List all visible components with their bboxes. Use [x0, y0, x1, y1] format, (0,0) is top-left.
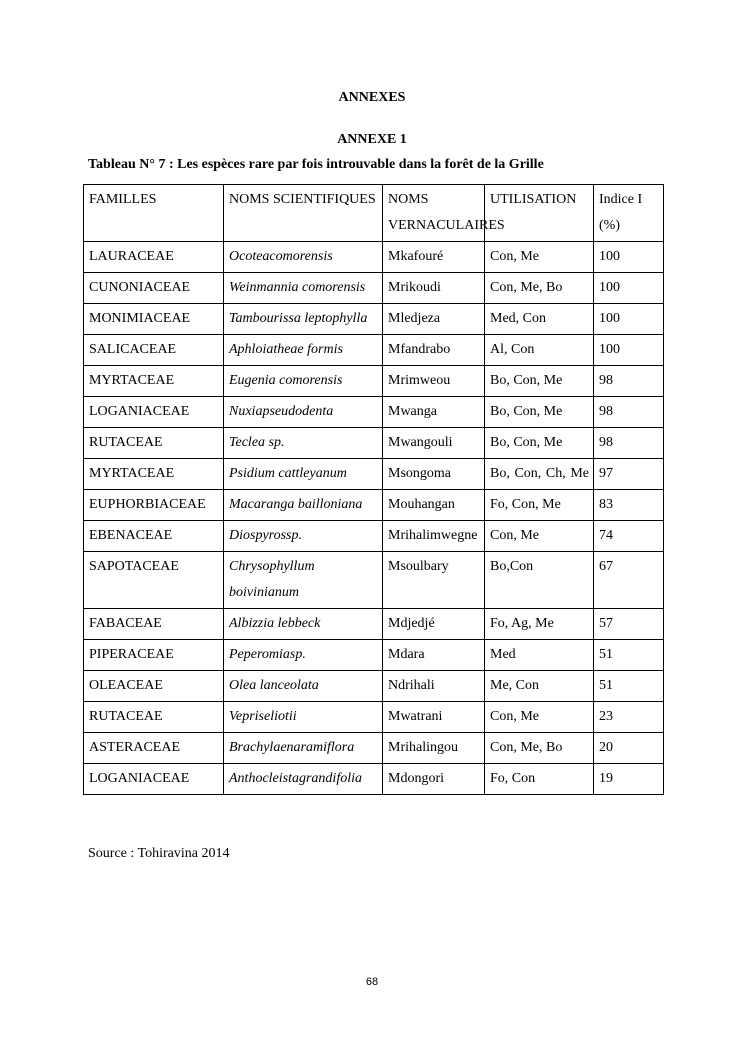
usage-cell: Con, Me, Bo [485, 273, 594, 304]
vernacular-name-cell: Mledjeza [383, 304, 485, 335]
scientific-name-cell: Anthocleistagrandifolia [224, 764, 383, 795]
table-row [84, 521, 664, 552]
family-cell: ASTERACEAE [84, 733, 224, 764]
scientific-name-cell: Peperomiasp. [224, 640, 383, 671]
table-caption: Tableau N° 7 : Les espèces rare par fois introuvable dans la forêt de la Grille [88, 157, 544, 172]
table-row [84, 552, 664, 609]
scientific-name-cell: Albizzia lebbeck [224, 609, 383, 640]
vernacular-name-cell: Msongoma [383, 459, 485, 490]
table-row [84, 428, 664, 459]
table-row [84, 671, 664, 702]
vernacular-name-cell: Mkafouré [383, 242, 485, 273]
table-row [84, 764, 664, 795]
table-row [84, 459, 664, 490]
table-row [84, 273, 664, 304]
vernacular-name-cell: Mwatrani [383, 702, 485, 733]
usage-cell: Me, Con [485, 671, 594, 702]
index-cell: 97 [594, 459, 664, 490]
header-utilisation: UTILISATION [485, 185, 594, 242]
scientific-name-cell: Diospyrossp. [224, 521, 383, 552]
family-cell: PIPERACEAE [84, 640, 224, 671]
usage-cell: Fo, Ag, Me [485, 609, 594, 640]
header-indice: Indice I (%) [594, 185, 664, 242]
usage-cell: Fo, Con [485, 764, 594, 795]
family-cell: RUTACEAE [84, 702, 224, 733]
index-cell: 98 [594, 366, 664, 397]
usage-cell: Med [485, 640, 594, 671]
scientific-name-cell: Nuxiapseudodenta [224, 397, 383, 428]
family-cell: LOGANIACEAE [84, 397, 224, 428]
vernacular-name-cell: Ndrihali [383, 671, 485, 702]
index-cell: 51 [594, 640, 664, 671]
family-cell: EUPHORBIACEAE [84, 490, 224, 521]
usage-cell: Bo, Con, Me [485, 428, 594, 459]
family-cell: CUNONIACEAE [84, 273, 224, 304]
index-cell: 23 [594, 702, 664, 733]
family-cell: OLEACEAE [84, 671, 224, 702]
index-cell: 98 [594, 428, 664, 459]
vernacular-name-cell: Mrihalingou [383, 733, 485, 764]
scientific-name-cell: Eugenia comorensis [224, 366, 383, 397]
index-cell: 20 [594, 733, 664, 764]
usage-cell: Fo, Con, Me [485, 490, 594, 521]
table-row [84, 733, 664, 764]
table-row [84, 609, 664, 640]
family-cell: MONIMIACEAE [84, 304, 224, 335]
table-row [84, 702, 664, 733]
table-row [84, 242, 664, 273]
usage-cell: Bo, Con, Me [485, 366, 594, 397]
index-cell: 83 [594, 490, 664, 521]
table-row [84, 640, 664, 671]
table-row [84, 335, 664, 366]
index-cell: 51 [594, 671, 664, 702]
usage-cell: Con, Me [485, 521, 594, 552]
index-cell: 74 [594, 521, 664, 552]
usage-cell: Con, Me [485, 702, 594, 733]
header-noms-scientifiques: NOMS SCIENTIFIQUES [224, 185, 383, 242]
index-cell: 57 [594, 609, 664, 640]
header-noms-vernaculaires: NOMS VERNACULAIRES [383, 185, 485, 242]
annex-subtitle: ANNEXE 1 [337, 132, 407, 147]
vernacular-name-cell: Mouhangan [383, 490, 485, 521]
scientific-name-cell: Aphloiatheae formis [224, 335, 383, 366]
table-row [84, 366, 664, 397]
vernacular-name-cell: Mwanga [383, 397, 485, 428]
usage-cell: Bo, Con, Me [485, 397, 594, 428]
scientific-name-cell: Vepriseliotii [224, 702, 383, 733]
family-cell: RUTACEAE [84, 428, 224, 459]
vernacular-name-cell: Mrihalimwegne [383, 521, 485, 552]
species-table [83, 184, 664, 795]
source-note: Source : Tohiravina 2014 [88, 846, 230, 861]
vernacular-name-cell: Mfandrabo [383, 335, 485, 366]
scientific-name-cell: Teclea sp. [224, 428, 383, 459]
vernacular-name-cell: Mdara [383, 640, 485, 671]
index-cell: 67 [594, 552, 664, 609]
vernacular-name-cell: Mdjedjé [383, 609, 485, 640]
index-cell: 19 [594, 764, 664, 795]
vernacular-name-cell: Mwangouli [383, 428, 485, 459]
index-cell: 100 [594, 273, 664, 304]
family-cell: LAURACEAE [84, 242, 224, 273]
vernacular-name-cell: Mdongori [383, 764, 485, 795]
table-header-row [84, 185, 664, 242]
vernacular-name-cell: Mrikoudi [383, 273, 485, 304]
vernacular-name-cell: Mrimweou [383, 366, 485, 397]
index-cell: 100 [594, 335, 664, 366]
scientific-name-cell: Macaranga bailloniana [224, 490, 383, 521]
index-cell: 100 [594, 304, 664, 335]
family-cell: MYRTACEAE [84, 459, 224, 490]
annex-title: ANNEXES [338, 90, 406, 105]
scientific-name-cell: Tambourissa leptophylla [224, 304, 383, 335]
usage-cell: Con, Me [485, 242, 594, 273]
family-cell: FABACEAE [84, 609, 224, 640]
index-cell: 98 [594, 397, 664, 428]
index-cell: 100 [594, 242, 664, 273]
family-cell: EBENACEAE [84, 521, 224, 552]
scientific-name-cell: Psidium cattleyanum [224, 459, 383, 490]
scientific-name-cell: Weinmannia comorensis [224, 273, 383, 304]
scientific-name-cell: Olea lanceolata [224, 671, 383, 702]
usage-cell: Bo, Con, Ch, Me [485, 459, 594, 490]
usage-cell: Con, Me, Bo [485, 733, 594, 764]
scientific-name-cell: Ocoteacomorensis [224, 242, 383, 273]
table-row [84, 397, 664, 428]
table-row [84, 490, 664, 521]
usage-cell: Al, Con [485, 335, 594, 366]
family-cell: MYRTACEAE [84, 366, 224, 397]
table-row [84, 304, 664, 335]
family-cell: LOGANIACEAE [84, 764, 224, 795]
scientific-name-cell: Brachylaenaramiflora [224, 733, 383, 764]
scientific-name-cell: Chrysophyllum boivinianum [224, 552, 383, 609]
table-body [84, 242, 664, 795]
family-cell: SAPOTACEAE [84, 552, 224, 609]
page-number: 68 [365, 976, 379, 988]
usage-cell: Bo,Con [485, 552, 594, 609]
header-familles: FAMILLES [84, 185, 224, 242]
usage-cell: Med, Con [485, 304, 594, 335]
vernacular-name-cell: Msoulbary [383, 552, 485, 609]
family-cell: SALICACEAE [84, 335, 224, 366]
